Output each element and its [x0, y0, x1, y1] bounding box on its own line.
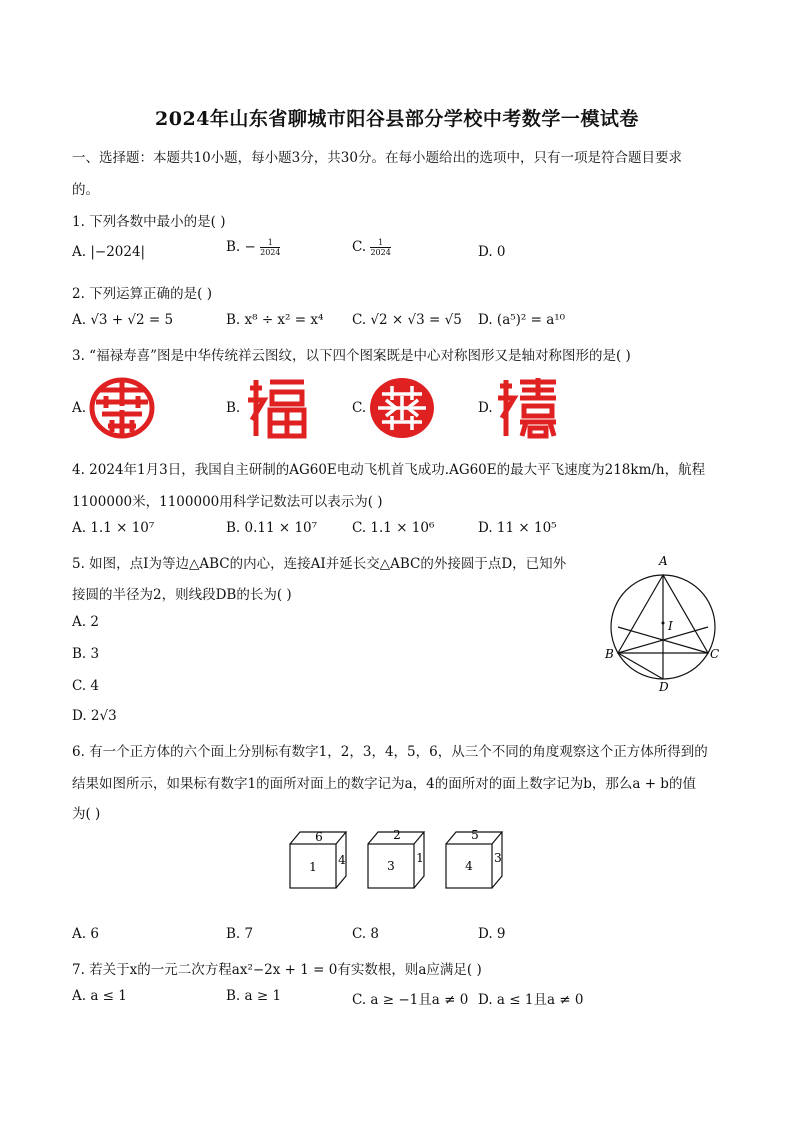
q1-option-c-prefix: C. [352, 239, 371, 255]
q3-stem: 3. “福禄寿喜”图是中华传统祥云图纹，以下四个图案既是中心对称图形又是轴对称图形的是( ) [72, 348, 631, 364]
section-instruction-line1: 一、选择题：本题共10小题，每小题3分，共30分。在每小题给出的选项中，只有一项是符合题目要求 [72, 150, 682, 166]
cube1-side: 4 [338, 853, 346, 867]
q5-option-a: A. 2 [72, 614, 99, 630]
cube2-front: 3 [387, 859, 395, 873]
cube2-side: 1 [416, 851, 424, 865]
q6-cubes-figure [284, 826, 514, 892]
q6-line1: 6. 有一个正方体的六个面上分别标有数字1，2，3，4，5，6，从三个不同的角度观察这个正方体所得到的 [72, 744, 708, 760]
q4-line2: 1100000米，1100000用科学记数法可以表示为( ) [72, 494, 383, 510]
section-instruction-line2: 的。 [72, 182, 99, 198]
q1-option-a: A. |−2024| [72, 244, 146, 260]
q5-option-d: D. 2√3 [72, 708, 117, 724]
q4-option-a: A. 1.1 × 10⁷ [72, 520, 155, 536]
cube1-top: 6 [315, 830, 323, 844]
q6-option-d: D. 9 [478, 926, 506, 942]
label-i: I [668, 619, 673, 633]
q1-option-b-fraction [260, 238, 280, 257]
q3-option-d: D. [478, 400, 493, 416]
cube2-top: 2 [393, 828, 401, 842]
q4-option-b: B. 0.11 × 10⁷ [226, 520, 318, 536]
q6-option-c: C. 8 [352, 926, 380, 942]
q1-option-c-fraction [370, 238, 390, 257]
lu-pattern-icon [368, 376, 436, 440]
segment-bd [618, 653, 663, 679]
q6-line3: 为( ) [72, 806, 101, 822]
q1-option-c-numerator: 1 [370, 238, 390, 248]
q2-option-c: C. √2 × √3 = √5 [352, 312, 462, 328]
q4-option-d: D. 11 × 10⁵ [478, 520, 557, 536]
label-a: A [659, 554, 668, 568]
q1-option-c-denominator: 2024 [370, 248, 391, 257]
label-d: D [659, 680, 669, 694]
q4-line1: 4. 2024年1月3日，我国自主研制的AG60E电动飞机首飞成功.AG60E的最大平飞速度为218km/h，航程 [72, 462, 706, 478]
q7-option-d: D. a ≤ 1且a ≠ 0 [478, 992, 584, 1008]
q7-stem: 7. 若关于x的一元二次方程ax²−2x + 1 = 0有实数根，则a应满足( ) [72, 962, 482, 978]
q5-circle-figure [598, 550, 728, 696]
shou-pattern-icon [88, 376, 156, 440]
q7-option-c: C. a ≥ −1且a ≠ 0 [352, 992, 469, 1008]
cube1-front: 1 [309, 860, 317, 874]
q1-option-b [226, 238, 280, 257]
q2-option-a: A. √3 + √2 = 5 [72, 312, 174, 328]
q6-option-a: A. 6 [72, 926, 99, 942]
xi-pattern-icon [496, 376, 558, 440]
q7-option-a: A. a ≤ 1 [72, 988, 127, 1004]
q1-stem: 1. 下列各数中最小的是( ) [72, 214, 226, 230]
fu-pattern-icon [244, 376, 308, 440]
page-title: 2024年山东省聊城市阳谷县部分学校中考数学一模试卷 [155, 108, 639, 130]
q1-option-b-prefix: B. − [226, 239, 256, 255]
q5-option-c: C. 4 [72, 678, 100, 694]
q2-stem: 2. 下列运算正确的是( ) [72, 286, 212, 302]
q1-option-b-denominator: 2024 [260, 248, 281, 257]
q3-option-c: C. [352, 400, 367, 416]
q6-option-b: B. 7 [226, 926, 254, 942]
q6-line2: 结果如图所示，如果标有数字1的面所对面上的数字记为a，4的面所对的面上数字记为b，那么a + b的值 [72, 776, 696, 792]
q5-option-b: B. 3 [72, 646, 100, 662]
label-c: C [710, 647, 720, 661]
q2-option-d: D. (a⁵)² = a¹⁰ [478, 312, 566, 328]
q1-option-d: D. 0 [478, 244, 506, 260]
cube3-top: 5 [471, 828, 479, 842]
q5-line2: 接圆的半径为2，则线段DB的长为( ) [72, 587, 292, 603]
q3-option-b: B. [226, 400, 241, 416]
cube3-side: 3 [494, 851, 502, 865]
q7-option-b: B. a ≥ 1 [226, 988, 282, 1004]
cube3-front: 4 [465, 859, 473, 873]
label-b: B [605, 647, 614, 661]
q3-option-a: A. [72, 400, 87, 416]
q4-option-c: C. 1.1 × 10⁶ [352, 520, 435, 536]
q5-line1: 5. 如图，点I为等边△ABC的内心，连接AI并延长交△ABC的外接圆于点D，已知外 [72, 556, 567, 572]
q2-option-b: B. x⁸ ÷ x² = x⁴ [226, 312, 324, 328]
q1-option-c [352, 238, 391, 257]
q1-option-b-numerator: 1 [260, 238, 280, 248]
point-i [662, 622, 665, 625]
